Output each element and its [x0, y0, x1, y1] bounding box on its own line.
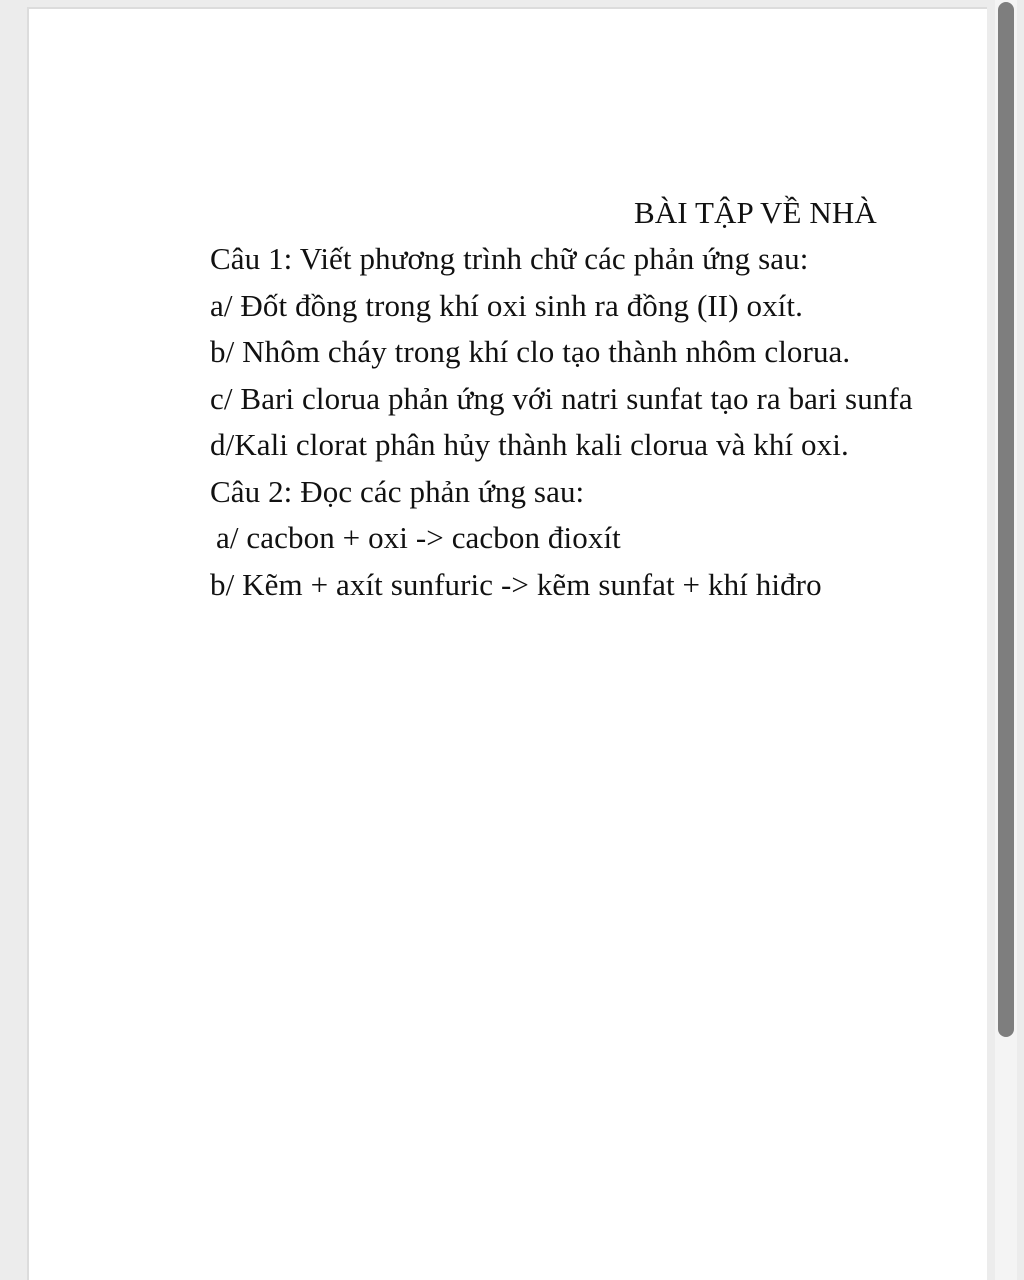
question-1-item-d: d/Kali clorat phân hủy thành kali clorua và khí oxi.: [210, 427, 849, 462]
question-1-item-c: c/ Bari clorua phản ứng với natri sunfat tạo ra bari sunfa: [210, 381, 913, 416]
question-2-item-a: a/ cacbon + oxi -> cacbon đioxít: [216, 520, 621, 555]
vertical-scrollbar-thumb[interactable]: [998, 2, 1014, 1037]
document-page: [27, 7, 987, 1280]
question-1-item-b: b/ Nhôm cháy trong khí clo tạo thành nhôm clorua.: [210, 334, 851, 369]
question-2-heading: Câu 2: Đọc các phản ứng sau:: [210, 474, 585, 509]
question-1-heading: Câu 1: Viết phương trình chữ các phản ứng sau:: [210, 241, 809, 276]
document-title: BÀI TẬP VỀ NHÀ: [634, 195, 877, 230]
question-1-item-a: a/ Đốt đồng trong khí oxi sinh ra đồng (II) oxít.: [210, 288, 803, 323]
question-2-item-b: b/ Kẽm + axít sunfuric -> kẽm sunfat + khí hiđro: [210, 567, 822, 602]
